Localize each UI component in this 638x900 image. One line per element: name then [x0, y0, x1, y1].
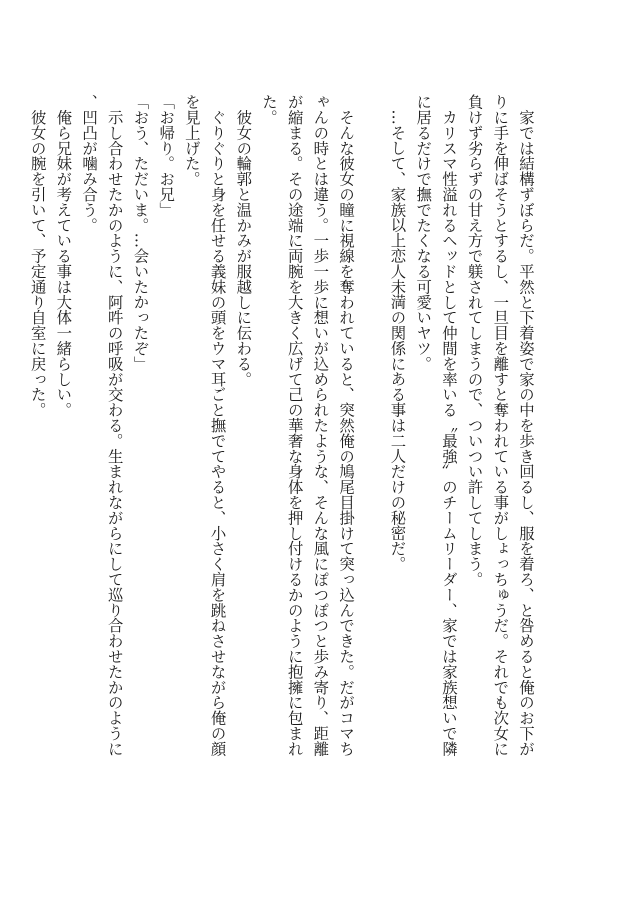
- paragraph: カリスマ性溢れるヘッドとして仲間を率いる〝最強〟のチームリーダー、家では家族想いで隣に居るだけで撫でたくなる可愛いヤツ。: [414, 94, 458, 757]
- dialogue-line: 「おう、ただいま。…会いたかったぞ」: [131, 94, 150, 372]
- paragraph: 示し合わせたかのように、阿吽の呼吸が交わる。生まれながらにして巡り合わせたかのように、凹凸が噛み合う。: [80, 94, 124, 757]
- blank-line: [358, 94, 384, 760]
- paragraph: 彼女の腕を引いて、予定通り自室に戻った。: [28, 94, 47, 418]
- vertical-text-body: [28, 94, 538, 760]
- paragraph: 俺ら兄妹が考えている事は大体一緒らしい。: [54, 94, 73, 418]
- dialogue-line: 「お帰り。お兄」: [157, 94, 176, 218]
- paragraph: そんな彼女の瞳に視線を奪われていると、突然俺の鳩尾目掛けて突っ込んできた。だがコマちゃんの時とは違う。一歩一歩に想いが込められたような、そんな風にぽつぽつと歩み寄り、距離が縮まる。その途端に両腕を大きく広げて己の華奢な身体を押し付けるかのように抱擁に包まれた。: [259, 94, 356, 757]
- paragraph: …そして、家族以上恋人未満の関係にある事は二人だけの秘密だ。: [388, 94, 407, 572]
- paragraph: 家では結構ずぼらだ。平然と下着姿で家の中を歩き回るし、服を着ろ、と咎めると俺のお下がりに手を伸ばそうとするし、一旦目を離すと奪われている事がしょっちゅうだ。それでも次女に負けず劣らずの甘え方で躾されてしまうので、ついつい許してしまう。: [465, 94, 535, 757]
- paragraph: 彼女の輪郭と温かみが服越しに伝わる。: [234, 94, 253, 387]
- paragraph: ぐりぐりと身を任せる義妹の頭をウマ耳ごと撫でてやると、小さく肩を跳ねさせながら俺の顔を見上げた。: [182, 94, 227, 757]
